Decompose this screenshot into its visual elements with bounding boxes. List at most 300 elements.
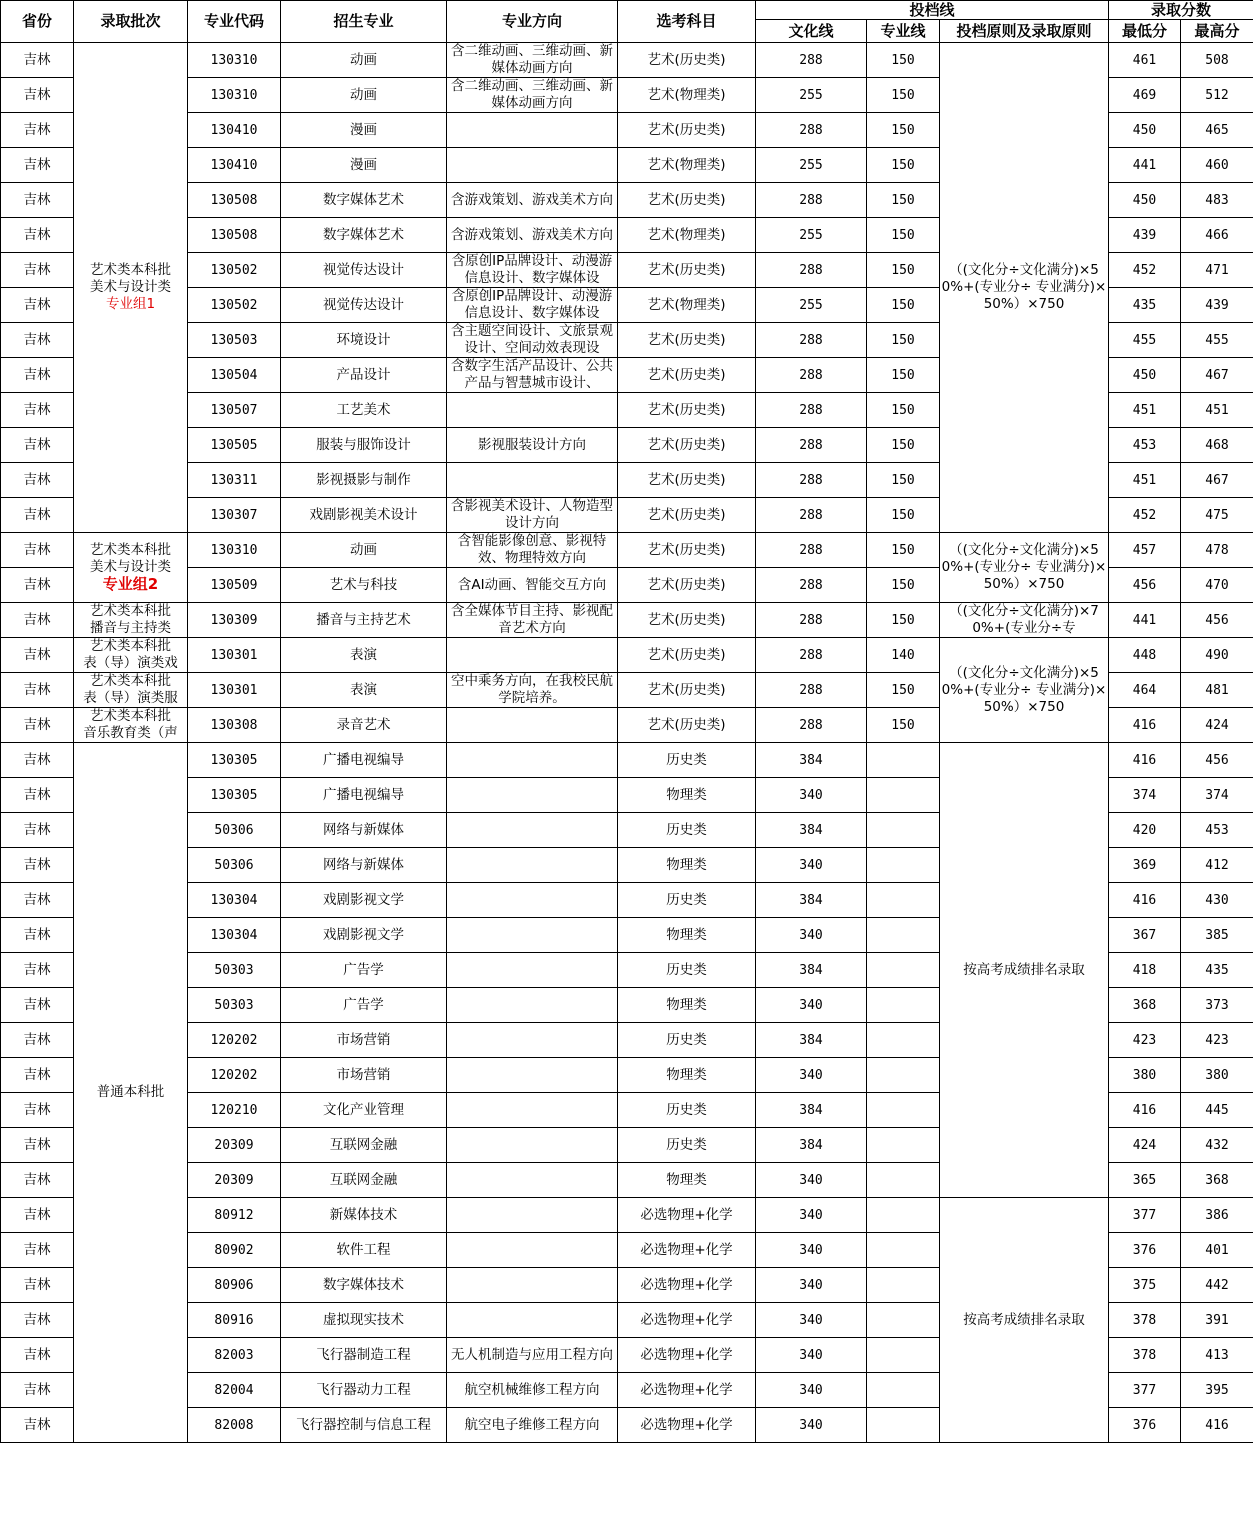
- major-line-cell: [867, 988, 940, 1023]
- code-cell: 130508: [188, 218, 281, 253]
- code-cell: 130410: [188, 148, 281, 183]
- major-line-cell: 150: [867, 463, 940, 498]
- major-cell: 播音与主持艺术: [281, 603, 447, 638]
- code-cell: 50303: [188, 953, 281, 988]
- major-line-cell: 150: [867, 78, 940, 113]
- max-score-cell: 385: [1181, 918, 1253, 953]
- major-line-cell: [867, 883, 940, 918]
- direction-text: 航空机械维修工程方向: [464, 1381, 600, 1398]
- code-cell: 130508: [188, 183, 281, 218]
- direction-cell: [447, 288, 618, 323]
- code-cell: 130304: [188, 918, 281, 953]
- subject-cell: 艺术(历史类): [618, 358, 756, 393]
- direction-cell: [447, 813, 618, 848]
- culture-line-cell: 340: [756, 778, 867, 813]
- major-line-cell: [867, 1408, 940, 1443]
- culture-line-cell: 384: [756, 1093, 867, 1128]
- province-cell: 吉林: [1, 1093, 74, 1128]
- direction-text: 含主题空间设计、文旅景观设计、空间动效表现设: [451, 323, 613, 356]
- province-cell: 吉林: [1, 498, 74, 533]
- min-score-cell: 451: [1109, 463, 1181, 498]
- major-line-cell: [867, 1198, 940, 1233]
- province-cell: 吉林: [1, 463, 74, 498]
- batch-line: 美术与设计类: [90, 279, 171, 295]
- major-cell: 戏剧影视文学: [281, 918, 447, 953]
- min-score-cell: 378: [1109, 1303, 1181, 1338]
- code-cell: 80902: [188, 1233, 281, 1268]
- subject-cell: 艺术(历史类): [618, 393, 756, 428]
- code-cell: 130502: [188, 288, 281, 323]
- batch-line: 专业组2: [102, 575, 159, 593]
- culture-line-cell: 288: [756, 463, 867, 498]
- code-cell: 120202: [188, 1058, 281, 1093]
- direction-cell: [447, 1233, 618, 1268]
- direction-cell: [447, 673, 618, 708]
- subject-cell: 艺术(历史类): [618, 498, 756, 533]
- culture-line-cell: 384: [756, 883, 867, 918]
- header-major: 招生专业: [281, 1, 447, 43]
- header-culture-line: 文化线: [756, 20, 867, 43]
- max-score-cell: 490: [1181, 638, 1253, 673]
- min-score-cell: 441: [1109, 603, 1181, 638]
- code-cell: 130305: [188, 778, 281, 813]
- major-cell: 服装与服饰设计: [281, 428, 447, 463]
- direction-cell: [447, 1093, 618, 1128]
- culture-line-cell: 288: [756, 428, 867, 463]
- batch-line: 艺术类本科批: [90, 708, 171, 724]
- subject-cell: 物理类: [618, 1058, 756, 1093]
- subject-cell: 历史类: [618, 743, 756, 778]
- major-line-cell: 150: [867, 43, 940, 78]
- major-cell: 表演: [281, 638, 447, 673]
- max-score-cell: 466: [1181, 218, 1253, 253]
- code-cell: 82008: [188, 1408, 281, 1443]
- province-cell: 吉林: [1, 673, 74, 708]
- header-direction: 专业方向: [447, 1, 618, 43]
- subject-cell: 艺术(历史类): [618, 113, 756, 148]
- province-cell: 吉林: [1, 148, 74, 183]
- province-cell: 吉林: [1, 743, 74, 778]
- culture-line-cell: 255: [756, 218, 867, 253]
- major-cell: 数字媒体技术: [281, 1268, 447, 1303]
- province-cell: 吉林: [1, 253, 74, 288]
- subject-cell: 艺术(历史类): [618, 463, 756, 498]
- province-cell: 吉林: [1, 183, 74, 218]
- direction-cell: [447, 1023, 618, 1058]
- direction-cell: [447, 708, 618, 743]
- culture-line-cell: 340: [756, 1408, 867, 1443]
- province-cell: 吉林: [1, 288, 74, 323]
- min-score-cell: 416: [1109, 1093, 1181, 1128]
- culture-line-cell: 384: [756, 813, 867, 848]
- min-score-cell: 380: [1109, 1058, 1181, 1093]
- major-cell: 广播电视编导: [281, 778, 447, 813]
- direction-cell: [447, 1163, 618, 1198]
- min-score-cell: 464: [1109, 673, 1181, 708]
- direction-cell: [447, 428, 618, 463]
- min-score-cell: 416: [1109, 883, 1181, 918]
- province-cell: 吉林: [1, 638, 74, 673]
- min-score-cell: 368: [1109, 988, 1181, 1023]
- table-row: [1, 603, 1253, 638]
- direction-cell: [447, 218, 618, 253]
- code-cell: 130410: [188, 113, 281, 148]
- province-cell: 吉林: [1, 1373, 74, 1408]
- min-score-cell: 418: [1109, 953, 1181, 988]
- major-line-cell: [867, 743, 940, 778]
- max-score-cell: 412: [1181, 848, 1253, 883]
- header-province: 省份: [1, 1, 74, 43]
- province-cell: 吉林: [1, 1303, 74, 1338]
- principle-text: （(文化分÷文化满分)×70%+(专业分÷专: [949, 603, 1099, 636]
- major-cell: 环境设计: [281, 323, 447, 358]
- direction-cell: [447, 1408, 618, 1443]
- major-cell: 虚拟现实技术: [281, 1303, 447, 1338]
- min-score-cell: 461: [1109, 43, 1181, 78]
- principle-cell: 按高考成绩排名录取: [940, 743, 1109, 1198]
- max-score-cell: 481: [1181, 673, 1253, 708]
- culture-line-cell: 340: [756, 1373, 867, 1408]
- major-line-cell: [867, 918, 940, 953]
- batch-cell: [74, 638, 188, 673]
- province-cell: 吉林: [1, 1023, 74, 1058]
- code-cell: 130305: [188, 743, 281, 778]
- subject-cell: 物理类: [618, 988, 756, 1023]
- batch-cell: [74, 743, 188, 1443]
- direction-cell: [447, 848, 618, 883]
- max-score-cell: 432: [1181, 1128, 1253, 1163]
- code-cell: 120202: [188, 1023, 281, 1058]
- subject-cell: 必选物理+化学: [618, 1233, 756, 1268]
- subject-cell: 历史类: [618, 883, 756, 918]
- max-score-cell: 456: [1181, 603, 1253, 638]
- batch-cell: [74, 673, 188, 708]
- subject-cell: 必选物理+化学: [618, 1408, 756, 1443]
- culture-line-cell: 288: [756, 358, 867, 393]
- max-score-cell: 435: [1181, 953, 1253, 988]
- major-cell: 动画: [281, 78, 447, 113]
- min-score-cell: 424: [1109, 1128, 1181, 1163]
- direction-cell: [447, 953, 618, 988]
- province-cell: 吉林: [1, 848, 74, 883]
- major-cell: 飞行器动力工程: [281, 1373, 447, 1408]
- header-subject: 选考科目: [618, 1, 756, 43]
- code-cell: 82004: [188, 1373, 281, 1408]
- table-row: [1, 638, 1253, 673]
- major-line-cell: [867, 953, 940, 988]
- principle-cell: （(文化分÷文化满分)×50%+(专业分÷ 专业满分)×50%）×750: [940, 533, 1109, 603]
- max-score-cell: 483: [1181, 183, 1253, 218]
- code-cell: 130310: [188, 78, 281, 113]
- direction-cell: [447, 43, 618, 78]
- header-major-line: 专业线: [867, 20, 940, 43]
- culture-line-cell: 288: [756, 183, 867, 218]
- direction-text: 含AI动画、智能交互方向: [457, 576, 607, 593]
- max-score-cell: 430: [1181, 883, 1253, 918]
- direction-cell: [447, 778, 618, 813]
- max-score-cell: 460: [1181, 148, 1253, 183]
- direction-cell: [447, 113, 618, 148]
- major-cell: 互联网金融: [281, 1163, 447, 1198]
- major-line-cell: [867, 1128, 940, 1163]
- major-cell: 产品设计: [281, 358, 447, 393]
- direction-cell: [447, 1268, 618, 1303]
- major-line-cell: 150: [867, 568, 940, 603]
- principle-cell: [940, 603, 1109, 638]
- min-score-cell: 376: [1109, 1408, 1181, 1443]
- culture-line-cell: 288: [756, 498, 867, 533]
- table-row: [1, 1198, 1253, 1233]
- principle-cell: （(文化分÷文化满分)×50%+(专业分÷ 专业满分)×50%）×750: [940, 638, 1109, 743]
- batch-line: 艺术类本科批: [90, 542, 171, 558]
- culture-line-cell: 340: [756, 1338, 867, 1373]
- batch-line: 表（导）演类服: [83, 690, 178, 706]
- major-cell: 视觉传达设计: [281, 288, 447, 323]
- major-cell: 新媒体技术: [281, 1198, 447, 1233]
- min-score-cell: 435: [1109, 288, 1181, 323]
- header-min-score: 最低分: [1109, 20, 1181, 43]
- subject-cell: 艺术(历史类): [618, 323, 756, 358]
- batch-line: 音乐教育类（声: [83, 725, 178, 741]
- direction-text: 含二维动画、三维动画、新媒体动画方向: [451, 78, 613, 111]
- min-score-cell: 456: [1109, 568, 1181, 603]
- max-score-cell: 391: [1181, 1303, 1253, 1338]
- major-line-cell: [867, 813, 940, 848]
- major-line-cell: 150: [867, 183, 940, 218]
- max-score-cell: 456: [1181, 743, 1253, 778]
- code-cell: 130309: [188, 603, 281, 638]
- table-body: [1, 43, 1253, 1443]
- major-line-cell: 150: [867, 428, 940, 463]
- culture-line-cell: 340: [756, 1233, 867, 1268]
- direction-cell: [447, 883, 618, 918]
- major-line-cell: 150: [867, 288, 940, 323]
- code-cell: 80906: [188, 1268, 281, 1303]
- province-cell: 吉林: [1, 918, 74, 953]
- direction-text: 含智能影像创意、影视特效、物理特效方向: [457, 533, 607, 566]
- batch-cell: [74, 533, 188, 603]
- max-score-cell: 451: [1181, 393, 1253, 428]
- batch-line: 普通本科批: [96, 1084, 165, 1100]
- subject-cell: 历史类: [618, 953, 756, 988]
- culture-line-cell: 288: [756, 673, 867, 708]
- batch-line: 艺术类本科批: [90, 262, 171, 278]
- culture-line-cell: 255: [756, 78, 867, 113]
- culture-line-cell: 340: [756, 1198, 867, 1233]
- subject-cell: 必选物理+化学: [618, 1338, 756, 1373]
- code-cell: 80912: [188, 1198, 281, 1233]
- code-cell: 50303: [188, 988, 281, 1023]
- major-line-cell: [867, 1303, 940, 1338]
- direction-cell: [447, 498, 618, 533]
- direction-text: 含游戏策划、游戏美术方向: [451, 191, 613, 208]
- header-principle: 投档原则及录取原则: [940, 20, 1109, 43]
- direction-cell: [447, 1058, 618, 1093]
- culture-line-cell: 384: [756, 743, 867, 778]
- major-line-cell: 150: [867, 148, 940, 183]
- min-score-cell: 376: [1109, 1233, 1181, 1268]
- direction-cell: [447, 183, 618, 218]
- min-score-cell: 378: [1109, 1338, 1181, 1373]
- major-line-cell: 150: [867, 218, 940, 253]
- code-cell: 130503: [188, 323, 281, 358]
- direction-text: 航空电子维修工程方向: [464, 1416, 600, 1433]
- culture-line-cell: 288: [756, 603, 867, 638]
- subject-cell: 艺术(历史类): [618, 673, 756, 708]
- min-score-cell: 416: [1109, 708, 1181, 743]
- min-score-cell: 367: [1109, 918, 1181, 953]
- direction-cell: [447, 1128, 618, 1163]
- max-score-cell: 468: [1181, 428, 1253, 463]
- culture-line-cell: 288: [756, 533, 867, 568]
- culture-line-cell: 384: [756, 1023, 867, 1058]
- subject-cell: 艺术(历史类): [618, 183, 756, 218]
- direction-cell: [447, 358, 618, 393]
- major-line-cell: [867, 1338, 940, 1373]
- batch-cell: [74, 43, 188, 533]
- direction-cell: [447, 323, 618, 358]
- direction-cell: [447, 78, 618, 113]
- batch-line: 艺术类本科批: [90, 603, 171, 619]
- major-line-cell: 150: [867, 603, 940, 638]
- major-cell: 互联网金融: [281, 1128, 447, 1163]
- province-cell: 吉林: [1, 1058, 74, 1093]
- culture-line-cell: 288: [756, 43, 867, 78]
- province-cell: 吉林: [1, 358, 74, 393]
- max-score-cell: 478: [1181, 533, 1253, 568]
- code-cell: 130502: [188, 253, 281, 288]
- max-score-cell: 512: [1181, 78, 1253, 113]
- max-score-cell: 416: [1181, 1408, 1253, 1443]
- major-line-cell: [867, 1058, 940, 1093]
- header-code: 专业代码: [188, 1, 281, 43]
- direction-text: 含游戏策划、游戏美术方向: [451, 226, 613, 243]
- province-cell: 吉林: [1, 1408, 74, 1443]
- min-score-cell: 469: [1109, 78, 1181, 113]
- header-batch: 录取批次: [74, 1, 188, 43]
- major-cell: 艺术与科技: [281, 568, 447, 603]
- culture-line-cell: 340: [756, 988, 867, 1023]
- code-cell: 120210: [188, 1093, 281, 1128]
- header-tou-dang-xian: 投档线: [756, 1, 1109, 20]
- min-score-cell: 450: [1109, 183, 1181, 218]
- principle-cell: （(文化分÷文化满分)×50%+(专业分÷ 专业满分)×50%）×750: [940, 43, 1109, 533]
- direction-text: 空中乘务方向，在我校民航学院培养。: [451, 673, 613, 706]
- code-cell: 130509: [188, 568, 281, 603]
- major-line-cell: [867, 1093, 940, 1128]
- major-cell: 文化产业管理: [281, 1093, 447, 1128]
- major-cell: 飞行器控制与信息工程: [281, 1408, 447, 1443]
- max-score-cell: 395: [1181, 1373, 1253, 1408]
- province-cell: 吉林: [1, 603, 74, 638]
- major-line-cell: [867, 778, 940, 813]
- major-line-cell: [867, 1023, 940, 1058]
- culture-line-cell: 340: [756, 1303, 867, 1338]
- batch-line: 播音与主持类: [90, 620, 171, 636]
- direction-text: 含数字生活产品设计、公共产品与智慧城市设计、: [451, 358, 613, 391]
- direction-cell: [447, 253, 618, 288]
- min-score-cell: 377: [1109, 1198, 1181, 1233]
- culture-line-cell: 340: [756, 1058, 867, 1093]
- max-score-cell: 368: [1181, 1163, 1253, 1198]
- culture-line-cell: 288: [756, 393, 867, 428]
- major-cell: 戏剧影视美术设计: [281, 498, 447, 533]
- subject-cell: 艺术(历史类): [618, 638, 756, 673]
- table-row: [1, 743, 1253, 778]
- batch-line: 美术与设计类: [90, 559, 171, 575]
- code-cell: 130307: [188, 498, 281, 533]
- max-score-cell: 467: [1181, 358, 1253, 393]
- direction-text: 含影视美术设计、人物造型设计方向: [451, 498, 613, 531]
- culture-line-cell: 288: [756, 568, 867, 603]
- major-line-cell: 150: [867, 113, 940, 148]
- direction-cell: [447, 1303, 618, 1338]
- subject-cell: 必选物理+化学: [618, 1373, 756, 1408]
- major-cell: 广告学: [281, 988, 447, 1023]
- direction-cell: [447, 918, 618, 953]
- major-cell: 广播电视编导: [281, 743, 447, 778]
- min-score-cell: 452: [1109, 498, 1181, 533]
- max-score-cell: 380: [1181, 1058, 1253, 1093]
- direction-cell: [447, 1338, 618, 1373]
- max-score-cell: 373: [1181, 988, 1253, 1023]
- min-score-cell: 365: [1109, 1163, 1181, 1198]
- subject-cell: 历史类: [618, 1128, 756, 1163]
- max-score-cell: 442: [1181, 1268, 1253, 1303]
- max-score-cell: 508: [1181, 43, 1253, 78]
- header-admission-scores: 录取分数: [1109, 1, 1253, 20]
- major-cell: 动画: [281, 43, 447, 78]
- max-score-cell: 386: [1181, 1198, 1253, 1233]
- code-cell: 50306: [188, 848, 281, 883]
- province-cell: 吉林: [1, 428, 74, 463]
- batch-cell: [74, 708, 188, 743]
- major-line-cell: 150: [867, 708, 940, 743]
- culture-line-cell: 255: [756, 288, 867, 323]
- province-cell: 吉林: [1, 1233, 74, 1268]
- min-score-cell: 416: [1109, 743, 1181, 778]
- subject-cell: 必选物理+化学: [618, 1198, 756, 1233]
- culture-line-cell: 288: [756, 323, 867, 358]
- code-cell: 20309: [188, 1128, 281, 1163]
- code-cell: 130301: [188, 673, 281, 708]
- province-cell: 吉林: [1, 1163, 74, 1198]
- code-cell: 130504: [188, 358, 281, 393]
- code-cell: 130310: [188, 533, 281, 568]
- direction-cell: [447, 393, 618, 428]
- major-cell: 表演: [281, 673, 447, 708]
- code-cell: 20309: [188, 1163, 281, 1198]
- province-cell: 吉林: [1, 883, 74, 918]
- subject-cell: 物理类: [618, 1163, 756, 1198]
- code-cell: 130505: [188, 428, 281, 463]
- code-cell: 130507: [188, 393, 281, 428]
- subject-cell: 物理类: [618, 918, 756, 953]
- subject-cell: 艺术(物理类): [618, 148, 756, 183]
- major-cell: 数字媒体艺术: [281, 183, 447, 218]
- culture-line-cell: 340: [756, 918, 867, 953]
- major-cell: 数字媒体艺术: [281, 218, 447, 253]
- min-score-cell: 439: [1109, 218, 1181, 253]
- min-score-cell: 450: [1109, 358, 1181, 393]
- major-line-cell: 150: [867, 673, 940, 708]
- max-score-cell: 424: [1181, 708, 1253, 743]
- direction-cell: [447, 988, 618, 1023]
- major-cell: 网络与新媒体: [281, 813, 447, 848]
- major-line-cell: 150: [867, 358, 940, 393]
- major-cell: 广告学: [281, 953, 447, 988]
- subject-cell: 艺术(历史类): [618, 603, 756, 638]
